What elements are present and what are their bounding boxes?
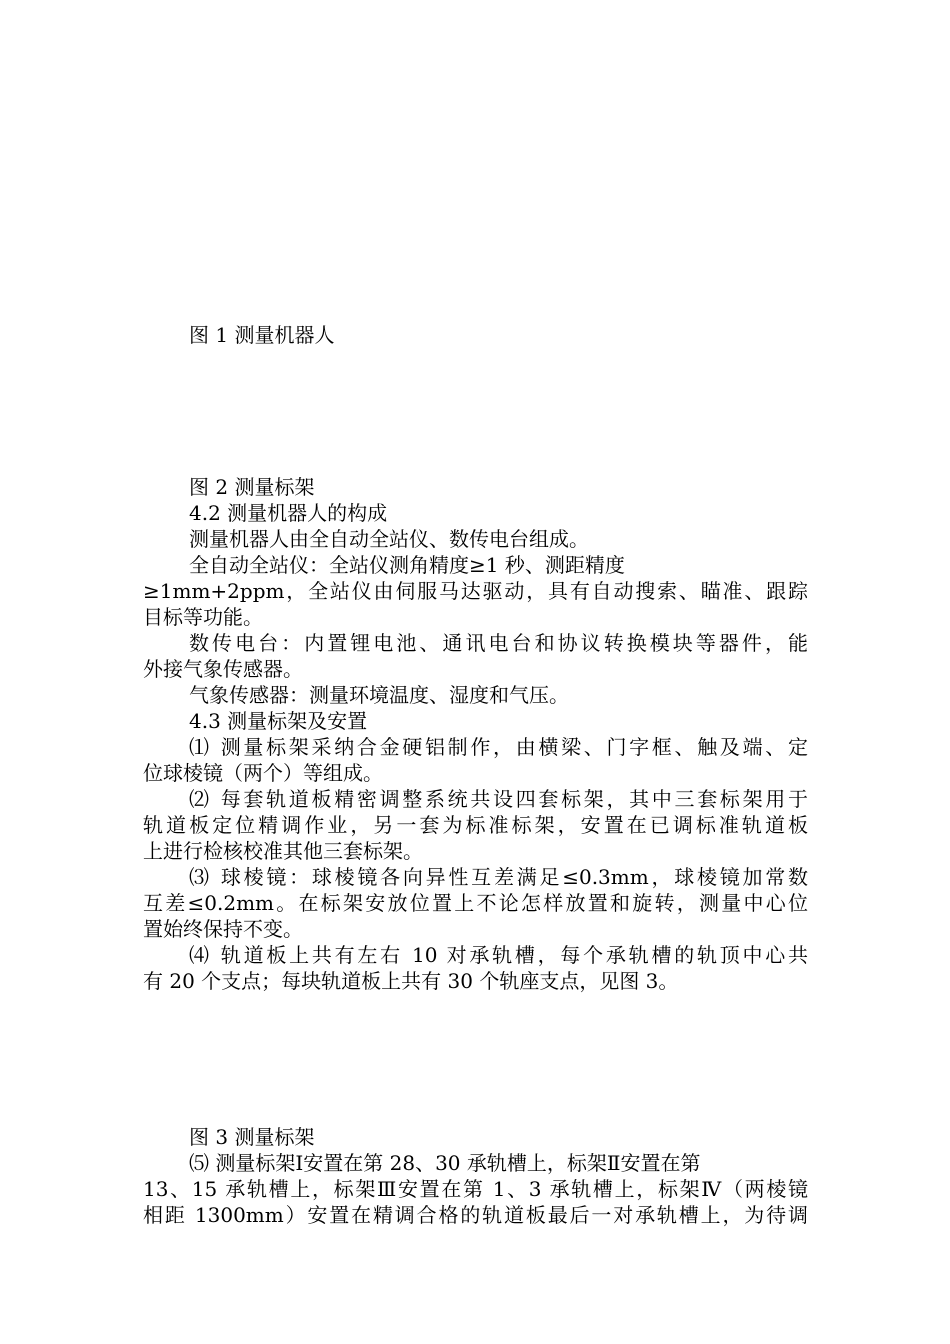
text-line: 有 20 个支点；每块轨道板上共有 30 个轨座支点，见图 3。: [143, 969, 679, 993]
text-line: 测量机器人由全自动全站仪、数传电台组成。: [189, 527, 589, 551]
text-line: ⑸ 测量标架Ⅰ安置在第 28、30 承轨槽上，标架Ⅱ安置在第: [189, 1151, 701, 1175]
paragraph-robot-composition: [143, 526, 808, 552]
text-line: ⑵ 每套轨道板精密调整系统共设四套标架，其中三套标架用于: [189, 787, 808, 811]
text-line: ⑶ 球棱镜：球棱镜各向异性互差满足≤0.3mm，球棱镜加常数: [189, 865, 808, 889]
paragraph-item-2: [143, 786, 808, 864]
figure-2-caption: 图 2 测量标架: [189, 475, 315, 499]
text-line: 数传电台：内置锂电池、通讯电台和协议转换模块等器件，能: [189, 631, 808, 655]
text-line: 4.3 测量标架及安置: [189, 709, 368, 733]
paragraph-item-1: [143, 734, 808, 786]
text-line: 目标等功能。: [143, 605, 263, 629]
text-line: 相距 1300mm）安置在精调合格的轨道板最后一对承轨槽上，为待调: [143, 1203, 808, 1227]
text-line: 轨道板定位精调作业，另一套为标准标架，安置在已调标准轨道板: [143, 813, 808, 837]
paragraph-item-4: [143, 942, 808, 994]
section-4-3-heading: [143, 708, 808, 734]
paragraph-item-3: [143, 864, 808, 942]
paragraph-total-station: [143, 552, 808, 630]
paragraph-radio: [143, 630, 808, 682]
text-line: ⑴ 测量标架采纳合金硬铝制作，由横梁、门字框、触及端、定: [189, 735, 808, 759]
text-line: 全自动全站仪：全站仪测角精度≥1 秒、测距精度: [189, 553, 625, 577]
text-line: 4.2 测量机器人的构成: [189, 501, 388, 525]
text-line: ⑷ 轨道板上共有左右 10 对承轨槽，每个承轨槽的轨顶中心共: [189, 943, 808, 967]
text-line: 气象传感器：测量环境温度、湿度和气压。: [189, 683, 569, 707]
paragraph-item-5: [143, 1150, 808, 1228]
figure-3-caption: 图 3 测量标架: [189, 1125, 315, 1149]
text-line: ≥1mm+2ppm，全站仪由伺服马达驱动，具有自动搜索、瞄准、跟踪: [143, 579, 808, 603]
text-line: 外接气象传感器。: [143, 657, 303, 681]
text-line: 13、15 承轨槽上，标架Ⅲ安置在第 1、3 承轨槽上，标架Ⅳ（两棱镜: [143, 1177, 808, 1201]
text-line: 上进行检核校准其他三套标架。: [143, 839, 423, 863]
figure-1-caption: 图 1 测量机器人: [189, 323, 335, 347]
text-line: 置始终保持不变。: [143, 917, 303, 941]
section-4-2-heading: [143, 500, 808, 526]
text-line: 互差≤0.2mm。在标架安放位置上不论怎样放置和旋转，测量中心位: [143, 891, 808, 915]
text-line: 位球棱镜（两个）等组成。: [143, 761, 383, 785]
paragraph-weather-sensor: [143, 682, 808, 708]
